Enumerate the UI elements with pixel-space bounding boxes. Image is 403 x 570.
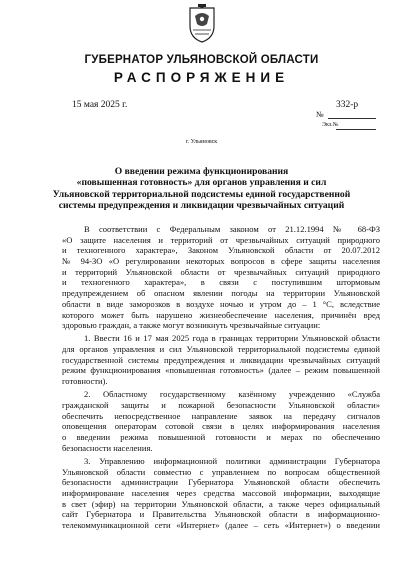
text-line: 3. Управлению информационной политики администрации Губернатора xyxy=(84,455,380,466)
text-line: обеспечить непосредственное направление заявок на передачу сигналов xyxy=(62,410,380,421)
text-line: сайт Губернатора и Правительства Ульяновской области в информационно- xyxy=(62,509,380,520)
text-line: в свет (эфир) на территории Ульяновской области, а также через официальный xyxy=(62,498,380,509)
document-heading xyxy=(40,166,363,212)
text-line: В соответствии с Федеральным законом от 21.12.1994 № 68-ФЗ xyxy=(84,224,380,234)
copy-label: Экз.№ xyxy=(322,122,339,128)
text-line: здоровью граждан, а также могут возникнуть чрезвычайные ситуации: xyxy=(62,320,321,331)
text-line: телекоммуникационной сети «Интернет» (далее – сеть «Интернет») о введении xyxy=(62,520,380,531)
coat-of-arms-emblem xyxy=(187,4,217,44)
heading-line: «повышенная готовность» для органов управления и сил xyxy=(76,177,327,189)
text-line: и техногенного характера», в связи с поступившим штормовым xyxy=(62,277,380,288)
text-line: безопасности администрации Губернатора Ульяновской области обеспечить xyxy=(62,477,380,488)
copy-underline xyxy=(336,129,376,130)
paragraph-item-3 xyxy=(62,456,380,531)
document-date: 15 мая 2025 г. xyxy=(72,100,128,110)
text-line: гражданской защиты и пожарной безопасности Ульяновской области» xyxy=(62,400,380,410)
text-line: о введении режима повышенной готовности и мерах по обеспечению xyxy=(62,432,380,443)
heading-line: системы предупреждения и ликвидации чрезвычайных ситуаций xyxy=(58,200,345,212)
paragraph-preamble xyxy=(62,224,380,331)
text-line: государственной системы предупреждения и ликвидации чрезвычайных ситуаций xyxy=(62,354,380,365)
number-underline xyxy=(328,118,376,119)
text-line: и территорий Ульяновской области от чрезвычайных ситуаций природного xyxy=(62,266,380,277)
paragraph-item-2 xyxy=(62,389,380,453)
text-line: области в виде заморозков в воздухе ночью и утром до – 1 °С, вследствие xyxy=(62,298,380,309)
text-line: «О защите населения и территорий от чрезвычайных ситуаций природного xyxy=(62,234,380,245)
text-line: 2. Областному государственному казённому учреждению «Служба xyxy=(84,389,380,400)
number-label: № xyxy=(316,110,324,119)
text-line: № 94-ЗО «О регулировании некоторых вопросов в сфере защиты населения xyxy=(62,256,380,267)
text-line: готовности). xyxy=(62,376,108,387)
heading-line: Ульяновской территориальной подсистемы единой государственной xyxy=(52,188,351,200)
text-line: безопасности населения. xyxy=(62,442,153,453)
heading-line: О введении режима функционирования xyxy=(114,166,289,177)
text-line: 1. Ввести 16 и 17 мая 2025 года в границах территории Ульяновской области xyxy=(84,333,380,344)
city: г. Ульяновск xyxy=(185,139,218,145)
text-line: предупреждением об опасном явлении погоды на территории Ульяновской xyxy=(62,288,380,299)
text-line: для органов управления и сил Ульяновской территориальной подсистемы единой xyxy=(62,344,380,355)
text-line: которого может быть нарушено жизнеобеспечение населения, причинён вред xyxy=(62,309,380,320)
text-line: режим функционирования «повышенная готовность» (далее – режим повышенной xyxy=(62,365,380,376)
document-body xyxy=(62,224,380,531)
document-number: 332-р xyxy=(336,100,359,110)
text-line: Ульяновской области совместно с управлением по вопросам общественной xyxy=(62,466,380,477)
document-type: РАСПОРЯЖЕНИЕ xyxy=(113,70,290,85)
text-line: и техногенного характера», Законом Ульяновской области от 20.07.2012 xyxy=(62,245,380,256)
text-line: информирование населения через средства массовой информации, выходящие xyxy=(62,488,380,498)
paragraph-item-1 xyxy=(62,333,380,386)
text-line: оповещения операторам сотовой связи в целях информирования населения xyxy=(62,421,380,432)
authority-title: ГУБЕРНАТОР УЛЬЯНОВСКОЙ ОБЛАСТИ xyxy=(84,54,319,66)
